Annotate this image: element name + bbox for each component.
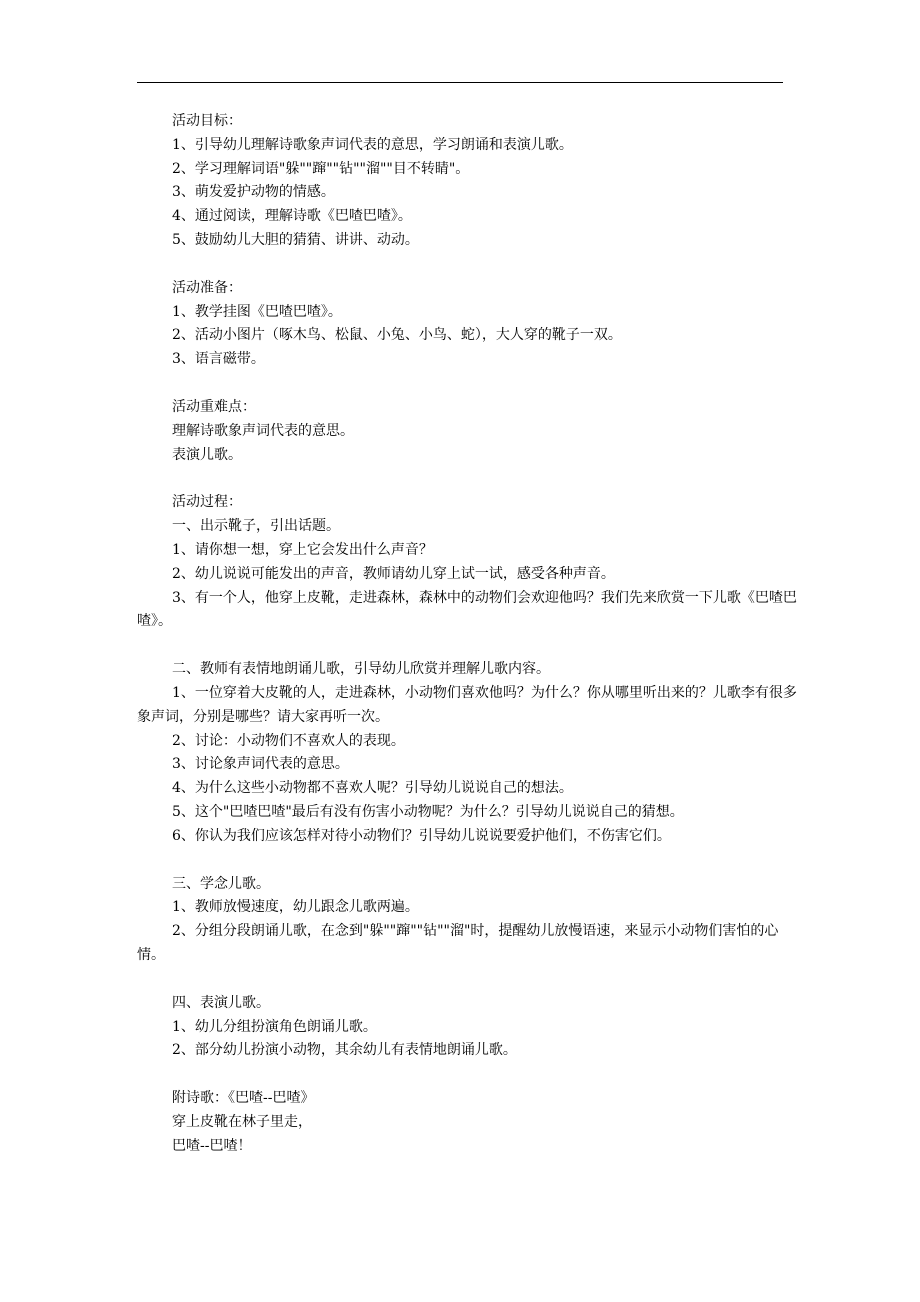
part3-title: 三、学念儿歌。 — [172, 875, 270, 892]
part1-item: 3、有一个人，他穿上皮靴，走进森林，森林中的动物们会欢迎他吗？我们先来欣赏一下儿歌《巴喳巴喳》。 — [137, 589, 797, 630]
prep-item: 1、教学挂图《巴喳巴喳》。 — [172, 303, 342, 320]
part2-item: 6、你认为我们应该怎样对待小动物们？引导幼儿说说要爱护他们，不伤害它们。 — [172, 827, 671, 844]
poem-line: 巴喳--巴喳！ — [172, 1137, 252, 1154]
part4-item: 2、部分幼儿扮演小动物，其余幼儿有表情地朗诵儿歌。 — [172, 1042, 517, 1059]
part1-item: 2、幼儿说说可能发出的声音，教师请幼儿穿上试一试，感受各种声音。 — [172, 565, 615, 582]
part1-title: 一、出示靴子，引出话题。 — [172, 518, 340, 535]
part2-item: 5、这个"巴喳巴喳"最后有没有伤害小动物呢？为什么？引导幼儿说说自己的猜想。 — [172, 803, 684, 820]
spacer — [172, 634, 800, 658]
key-heading: 活动重难点： — [172, 398, 256, 415]
spacer — [172, 968, 800, 992]
spacer — [172, 849, 800, 873]
goal-item: 2、学习理解词语"躲""蹿""钻""溜""目不转睛"。 — [172, 160, 470, 177]
key-item: 理解诗歌象声词代表的意思。 — [172, 422, 354, 439]
prep-item: 3、语言磁带。 — [172, 351, 265, 368]
key-item: 表演儿歌。 — [172, 446, 242, 463]
spacer — [172, 1063, 800, 1087]
spacer — [172, 253, 800, 277]
goals-heading: 活动目标： — [172, 113, 242, 129]
spacer — [172, 467, 800, 491]
header-rule — [137, 82, 783, 83]
prep-heading: 活动准备： — [172, 279, 242, 296]
part2-item: 1、一位穿着大皮靴的人，走进森林，小动物们喜欢他吗？为什么？你从哪里听出来的？儿歌李有很多象声词，分别是哪些？请大家再听一次。 — [137, 684, 797, 725]
spacer — [172, 372, 800, 396]
prep-item: 2、活动小图片（啄木鸟、松鼠、小兔、小鸟、蛇），大人穿的靴子一双。 — [172, 327, 622, 344]
part2-title: 二、教师有表情地朗诵儿歌，引导幼儿欣赏并理解儿歌内容。 — [172, 661, 550, 678]
part3-item: 1、教师放慢速度，幼儿跟念儿歌两遍。 — [172, 899, 419, 916]
process-heading: 活动过程： — [172, 494, 242, 511]
part3-item: 2、分组分段朗诵儿歌，在念到"躲""蹿""钻""溜"时，提醒幼儿放慢语速，来显示小动物们害怕的心情。 — [137, 923, 779, 963]
part4-item: 1、幼儿分组扮演角色朗诵儿歌。 — [172, 1018, 377, 1035]
part1-item: 1、请你想一想，穿上它会发出什么声音？ — [172, 541, 433, 558]
part2-item: 3、讨论象声词代表的意思。 — [172, 756, 349, 773]
goal-item: 5、鼓励幼儿大胆的猜猜、讲讲、动动。 — [172, 231, 419, 248]
poem-heading: 附诗歌：《巴喳--巴喳》 — [172, 1090, 315, 1107]
poem-line: 穿上皮靴在林子里走， — [172, 1113, 312, 1130]
part2-item: 4、为什么这些小动物都不喜欢人呢？引导幼儿说说自己的想法。 — [172, 780, 573, 797]
goal-item: 4、通过阅读，理解诗歌《巴喳巴喳》。 — [172, 208, 412, 225]
document-body — [137, 110, 800, 1158]
goal-item: 3、萌发爱护动物的情感。 — [172, 184, 335, 201]
goal-item: 1、引导幼儿理解诗歌象声词代表的意思，学习朗诵和表演儿歌。 — [172, 136, 573, 153]
part4-title: 四、表演儿歌。 — [172, 994, 270, 1011]
part2-item: 2、讨论：小动物们不喜欢人的表现。 — [172, 732, 405, 749]
